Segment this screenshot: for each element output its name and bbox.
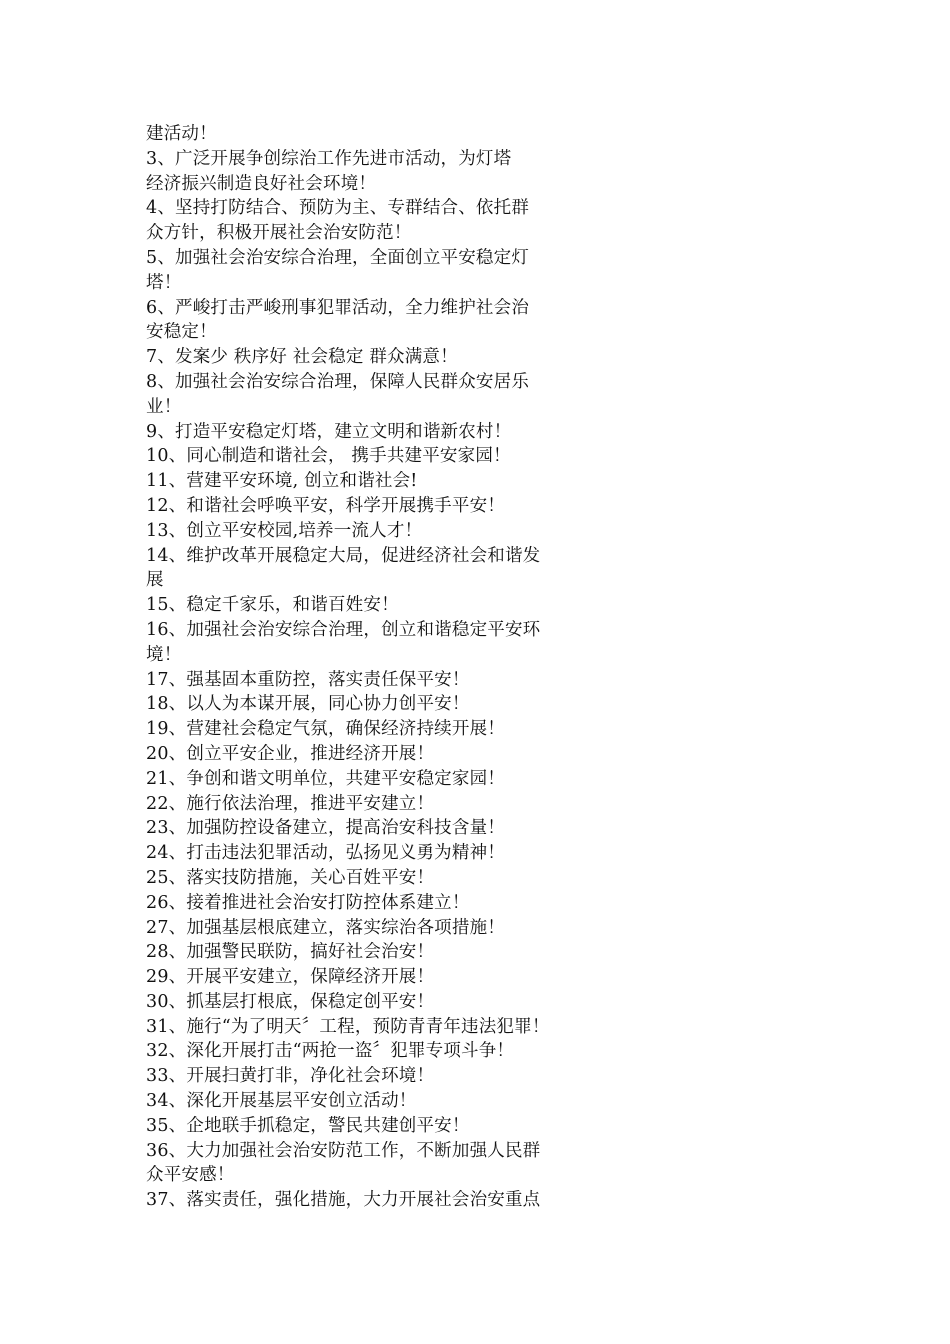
text-line: 17、强基固本重防控，落实责任保平安！ — [146, 669, 470, 690]
text-line: 32、深化开展打击“两抢一盗〞犯罪专项斗争！ — [146, 1041, 515, 1062]
text-line: 塔！ — [146, 272, 182, 293]
text-line: 33、开展扫黄打非，净化社会环境！ — [146, 1066, 435, 1087]
text-line: 建活动！ — [146, 124, 217, 144]
text-line: 经济振兴制造良好社会环境！ — [146, 173, 377, 194]
text-line: 37、落实责任，强化措施，大力开展社会治安重点 — [146, 1190, 541, 1211]
text-line: 15、稳定千家乐，和谐百姓安！ — [146, 595, 399, 616]
text-line: 6、严峻打击严峻刑事犯罪活动，全力维护社会治 — [146, 297, 530, 318]
text-line: 35、企地联手抓稳定，警民共建创平安！ — [146, 1115, 470, 1136]
text-line: 16、加强社会治安综合治理，创立和谐稳定平安环 — [146, 619, 541, 640]
text-line: 5、加强社会治安综合治理，全面创立平安稳定灯 — [146, 247, 530, 268]
text-line: 3、广泛开展争创综治工作先进市活动，为灯塔 — [146, 148, 512, 169]
text-line: 18、以人为本谋开展，同心协力创平安！ — [146, 694, 470, 715]
text-line: 30、抓基层打根底，保稳定创平安！ — [146, 991, 435, 1012]
text-line: 众平安感！ — [146, 1165, 235, 1186]
text-line: 展 — [146, 570, 164, 591]
text-line: 19、营建社会稳定气氛，确保经济持续开展！ — [146, 719, 505, 740]
text-line: 12、和谐社会呼唤平安，科学开展携手平安！ — [146, 495, 505, 516]
text-line: 24、打击违法犯罪活动，弘扬见义勇为精神！ — [146, 843, 505, 864]
text-line: 4、坚持打防结合、预防为主、专群结合、依托群 — [146, 198, 530, 219]
text-line: 23、加强防控设备建立，提高治安科技含量！ — [146, 818, 505, 839]
text-line: 安稳定！ — [146, 322, 217, 343]
text-line: 26、接着推进社会治安打防控体系建立！ — [146, 892, 470, 913]
text-line: 14、维护改革开展稳定大局，促进经济社会和谐发 — [146, 545, 541, 566]
text-line: 34、深化开展基层平安创立活动！ — [146, 1091, 417, 1112]
text-line: 7、发案少 秩序好 社会稳定 群众满意！ — [146, 347, 458, 368]
text-line: 众方针，积极开展社会治安防范！ — [146, 223, 412, 244]
text-line: 31、施行“为了明天〞工程，预防青青年违法犯罪！ — [146, 1016, 550, 1037]
text-line: 8、加强社会治安综合治理，保障人民群众安居乐 — [146, 371, 530, 392]
text-line: 29、开展平安建立，保障经济开展！ — [146, 967, 435, 988]
text-line: 20、创立平安企业，推进经济开展！ — [146, 743, 435, 764]
text-line: 22、施行依法治理，推进平安建立！ — [146, 793, 435, 814]
text-line: 业！ — [146, 396, 182, 417]
document-body — [146, 122, 586, 1213]
text-line: 21、争创和谐文明单位，共建平安稳定家园！ — [146, 768, 505, 789]
text-line: 36、大力加强社会治安防范工作，不断加强人民群 — [146, 1140, 541, 1161]
text-line: 境！ — [146, 644, 182, 665]
text-line: 11、营建平安环境, 创立和谐社会! — [146, 471, 418, 492]
text-line: 28、加强警民联防，搞好社会治安！ — [146, 942, 435, 963]
text-line: 9、打造平安稳定灯塔，建立文明和谐新农村！ — [146, 421, 512, 442]
text-line: 10、同心制造和谐社会， 携手共建平安家园！ — [146, 446, 511, 467]
text-line: 25、落实技防措施，关心百姓平安！ — [146, 867, 435, 888]
text-line: 27、加强基层根底建立，落实综治各项措施！ — [146, 917, 505, 938]
text-line: 13、创立平安校园,培养一流人才！ — [146, 520, 423, 541]
